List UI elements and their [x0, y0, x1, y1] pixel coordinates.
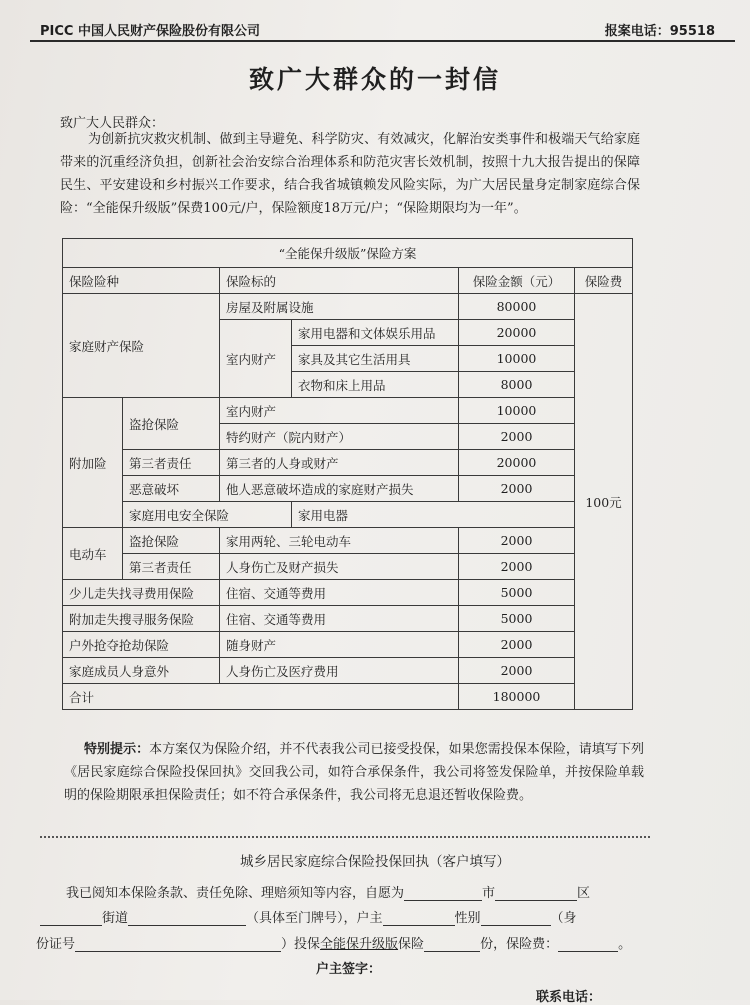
amount-robbery: 2000: [459, 632, 575, 658]
gender-label: 性别: [454, 911, 481, 926]
amount-ev-third: 2000: [459, 554, 575, 580]
amount-child: 5000: [459, 580, 575, 606]
subject-accident: 人身伤亡及医疗费用: [220, 658, 459, 684]
subject-child: 住宿、交通等费用: [220, 580, 459, 606]
subject-search: 住宿、交通等费用: [220, 606, 459, 632]
district-label: 区: [577, 886, 591, 901]
table-row: [63, 502, 633, 528]
report-hotline: 报案电话：95518: [604, 24, 715, 39]
table-row: [63, 554, 633, 580]
amount-theft-special: 2000: [459, 424, 575, 450]
subject-robbery: 随身财产: [220, 632, 459, 658]
subject-theft-indoor: 室内财产: [220, 398, 459, 424]
subject-theft-special: 特约财产（院内财产）: [220, 424, 459, 450]
type-home-property: 家庭财产保险: [63, 294, 220, 398]
insurance-plan-table: [62, 238, 633, 710]
insurance-label: 保险: [398, 937, 425, 952]
city-input[interactable]: [404, 886, 482, 901]
premium-value: 100元: [575, 294, 633, 710]
table-row: [63, 476, 633, 502]
subject-appliances: 家用电器和文体娱乐用品: [292, 320, 459, 346]
notice-label: 特别提示：: [84, 742, 150, 757]
header-amount: 保险金额（元）: [459, 268, 575, 294]
table-row: [63, 632, 633, 658]
copies-label: 份，保险费：: [480, 937, 559, 952]
amount-search: 5000: [459, 606, 575, 632]
house-no-label: （具体至门牌号），户主: [246, 911, 383, 926]
ev-third-party: 第三者责任: [123, 554, 220, 580]
cut-line: [40, 836, 650, 838]
subject-furniture: 家具及其它生活用具: [292, 346, 459, 372]
subject-clothing: 衣物和床上用品: [292, 372, 459, 398]
premium-input[interactable]: [558, 937, 618, 952]
subject-ev-third: 人身伤亡及财产损失: [220, 554, 459, 580]
id-number-input[interactable]: [75, 937, 281, 952]
table-row: [63, 606, 633, 632]
header-subject: 保险标的: [220, 268, 459, 294]
amount-house: 80000: [459, 294, 575, 320]
phone-label: 联系电话：: [536, 990, 602, 1005]
addon-theft: 盗抢保险: [123, 398, 220, 450]
district-input[interactable]: [495, 886, 577, 901]
header-type: 保险险种: [63, 268, 220, 294]
id-label: 份证号: [36, 937, 76, 952]
subject-electric-safety: 家用电器: [292, 502, 575, 528]
receipt-line-1: [66, 882, 590, 901]
type-child: 少儿走失找寻费用保险: [63, 580, 220, 606]
type-robbery: 户外抢夺抢劫保险: [63, 632, 220, 658]
total-amount: 180000: [459, 684, 575, 710]
ev-theft: 盗抢保险: [123, 528, 220, 554]
receipt-title: 城乡居民家庭综合保险投保回执（客户填写）: [240, 854, 510, 870]
type-addon: 附加险: [63, 398, 123, 528]
table-row: [63, 658, 633, 684]
city-label: 市: [482, 886, 496, 901]
amount-clothing: 8000: [459, 372, 575, 398]
type-ev: 电动车: [63, 528, 123, 580]
address-input[interactable]: [128, 911, 246, 926]
header-premium: 保险费: [575, 268, 633, 294]
amount-malicious: 2000: [459, 476, 575, 502]
subject-indoor: 室内财产: [220, 320, 292, 398]
table-row: [63, 398, 633, 424]
receipt-line-2: [40, 907, 577, 926]
receipt-statement: 我已阅知本保险条款、责任免除、理赔须知等内容，自愿为: [66, 886, 405, 901]
product-name: 全能保升级版: [320, 937, 399, 952]
id-open-label: （身: [550, 911, 577, 926]
amount-ev-theft: 2000: [459, 528, 575, 554]
type-electric-safety: 家庭用电安全保险: [123, 502, 292, 528]
table-row: [63, 528, 633, 554]
period-mark: 。: [618, 937, 632, 952]
letter-title: 致广大群众的一封信: [248, 65, 501, 94]
table-header-row: [63, 268, 633, 294]
amount-appliances: 20000: [459, 320, 575, 346]
subject-ev-theft: 家用两轮、三轮电动车: [220, 528, 459, 554]
table-row: [63, 580, 633, 606]
type-accident: 家庭成员人身意外: [63, 658, 220, 684]
amount-accident: 2000: [459, 658, 575, 684]
salutation: 致广大人民群众：: [60, 116, 165, 131]
total-label: 合计: [63, 684, 459, 710]
table-row: [63, 450, 633, 476]
subject-house: 房屋及附属设施: [220, 294, 459, 320]
notice-text: 本方案仅为保险介绍，并不代表我公司已接受投保，如果您需投保本保险，请填写下列《居民家庭综合保险投保回执》交回我公司，如符合承保条件，我公司将签发保险单，并按保险单载明的保险期限承担保险责任；如不符合承保条件，我公司将无息退还暂收保险费。: [64, 742, 644, 803]
amount-furniture: 10000: [459, 346, 575, 372]
street-input[interactable]: [40, 911, 102, 926]
subject-third-party: 第三者的人身或财产: [220, 450, 459, 476]
receipt-line-3: [36, 933, 631, 952]
addon-third-party: 第三者责任: [123, 450, 220, 476]
insure-label: ）投保: [281, 937, 321, 952]
special-notice: [64, 738, 644, 807]
page-header: [30, 14, 735, 42]
owner-name-input[interactable]: [383, 911, 455, 926]
signature-label: 户主签字：: [316, 962, 382, 977]
company-name: PICC 中国人民财产保险股份有限公司: [40, 24, 260, 39]
copies-input[interactable]: [424, 937, 480, 952]
intro-paragraph: 为创新抗灾救灾机制、做到主导避免、科学防灾、有效减灾，化解治安类事件和极端天气给家庭带来的沉重经济负担，创新社会治安综合治理体系和防范灾害长效机制，按照十九大报告提出的保障民生、平安建设和乡村振兴工作要求，结合我省城镇赖发风险实际，为广大居民量身定制家庭综合保险：“全能保升级版”保费100元/户，保险额度18万元/户；“保险期限均为一年”。: [60, 132, 640, 216]
amount-third-party: 20000: [459, 450, 575, 476]
table-row: [63, 294, 633, 320]
table-total-row: [63, 684, 633, 710]
subject-malicious: 他人恶意破坏造成的家庭财产损失: [220, 476, 459, 502]
addon-malicious: 恶意破坏: [123, 476, 220, 502]
type-search: 附加走失搜寻服务保险: [63, 606, 220, 632]
amount-theft-indoor: 10000: [459, 398, 575, 424]
gender-input[interactable]: [481, 911, 551, 926]
street-label: 街道: [102, 911, 129, 926]
table-caption: “全能保升级版”保险方案: [63, 239, 633, 268]
